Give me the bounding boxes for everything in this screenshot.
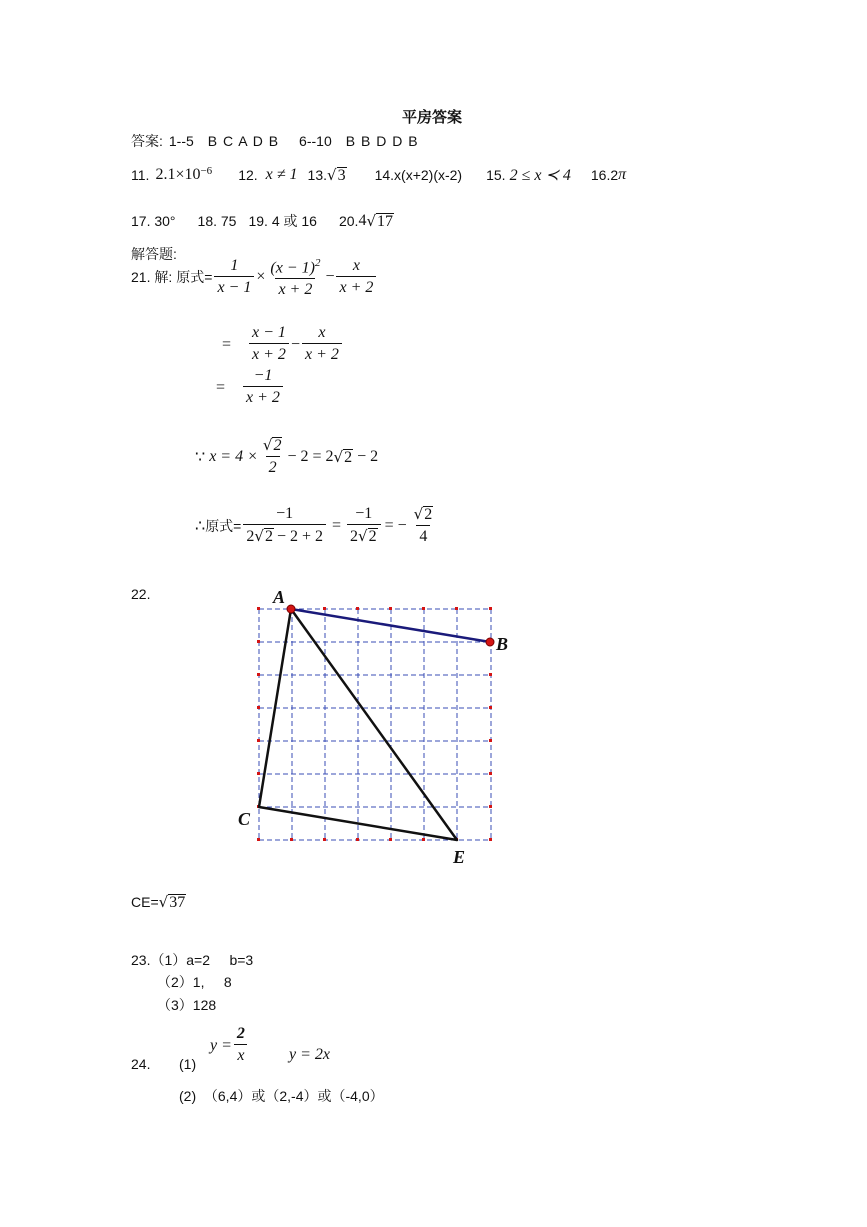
q24-part-2: (2) （6,4）或（2,-4）或（-4,0）: [179, 1088, 384, 1104]
q20-label: 20.: [338, 213, 359, 229]
q16-pi: π: [618, 166, 627, 183]
sqrt-icon: √: [327, 166, 337, 184]
radicand: 2: [368, 528, 377, 545]
point-a-label: A: [273, 587, 286, 607]
q11-times: ×: [175, 166, 185, 183]
fraction: [411, 504, 437, 548]
radicand: 2: [273, 437, 282, 454]
denominator: x − 1: [214, 276, 254, 299]
q15-label: 15.: [486, 167, 506, 183]
times-sign: ×: [256, 268, 266, 286]
numerator: x: [352, 256, 360, 274]
q22-label: 22.: [131, 586, 151, 602]
q18-answer: 18. 75: [197, 213, 237, 229]
numerator: −1: [276, 505, 294, 522]
fraction: [214, 256, 254, 299]
numerator: 1: [230, 256, 239, 274]
sqrt-icon: √: [333, 448, 344, 466]
equals-sign: =: [222, 335, 232, 353]
x-lhs: x = 4 ×: [209, 448, 258, 465]
point-c-label: C: [238, 809, 251, 829]
range-6-10: 6--10: [299, 133, 332, 149]
x-rest-1: − 2 = 2: [287, 448, 334, 465]
fraction: $\frac{-1}{2√2 - 2 + 2}$: [243, 504, 326, 548]
q22-ce-answer: [131, 893, 186, 911]
q24-y2: y = 2x: [289, 1046, 330, 1063]
x-rest-2: − 2: [357, 448, 379, 465]
fraction: [249, 323, 289, 366]
answers-6-10: B B D D B: [345, 133, 419, 149]
q11-label: 11.: [131, 167, 150, 183]
sqrt-icon: √: [262, 436, 273, 454]
q12-expr: x ≠ 1: [265, 166, 298, 183]
q17-answer: 17. 30°: [131, 213, 176, 229]
q23-part-3: （3）128: [157, 997, 217, 1013]
den-rest: − 2 + 2: [276, 528, 323, 545]
den-coef: 2: [350, 528, 359, 545]
fraction: [243, 366, 283, 409]
q21-label: 21. 解:: [131, 269, 173, 286]
q21-yuanshi: 原式=: [176, 269, 213, 286]
point-a-marker: [287, 605, 295, 613]
denominator: x: [234, 1044, 247, 1067]
denominator: x + 2: [336, 276, 376, 299]
radicand: 2: [344, 448, 353, 466]
q21-line-2: [222, 323, 344, 366]
q21-line-5: [195, 504, 438, 548]
q11-base: 10: [184, 166, 201, 183]
ce-radicand: 37: [169, 893, 186, 911]
answer-label: 答案:: [131, 133, 163, 149]
therefore-symbol: ∴: [195, 518, 206, 535]
q23-part-2: （2）1, 8: [157, 974, 232, 990]
q14-answer: 14.x(x+2)(x-2): [374, 167, 463, 183]
fraction: [267, 253, 323, 301]
minus-sign: −: [325, 268, 335, 286]
answers-1-5: B C A D B: [207, 133, 280, 149]
q16-label: 16.2: [590, 167, 619, 183]
sqrt-icon: √: [413, 505, 424, 523]
q11-mantissa: 2.1: [155, 166, 176, 183]
denominator: x + 2: [275, 278, 315, 301]
fraction: [234, 1024, 248, 1067]
fraction: $\frac{-1}{2√2}$: [347, 504, 381, 548]
numerator: −1: [355, 505, 373, 522]
answers-17-20: [131, 211, 394, 231]
radicand: 2: [264, 528, 273, 545]
q21-yuanshi-2: 原式=: [205, 518, 242, 534]
sqrt-icon: √: [158, 893, 169, 911]
page-title: 平房答案: [402, 108, 463, 126]
q19-answer: 19. 4 或 16: [248, 213, 317, 229]
denominator: 2: [266, 456, 280, 479]
den-coef: 2: [246, 528, 255, 545]
denominator: 4: [416, 525, 430, 548]
q23-part-1: 23.（1）a=2 b=3: [131, 952, 254, 968]
q20-coef: 4: [358, 212, 367, 229]
sqrt-icon: √: [366, 212, 376, 230]
denominator: x + 2: [302, 343, 342, 366]
q12-label: 12.: [238, 167, 258, 183]
fraction: [336, 256, 376, 299]
denominator: x + 2: [249, 343, 289, 366]
numerator: (x − 1): [270, 259, 315, 277]
radicand: 2: [424, 506, 433, 523]
q21-line-4: [195, 435, 378, 479]
because-symbol: ∵: [195, 449, 206, 466]
exponent: 2: [314, 257, 321, 269]
q24-y1: [210, 1024, 250, 1067]
equals-sign: =: [331, 517, 342, 534]
minus-sign: −: [290, 335, 300, 353]
answer-line: [131, 131, 419, 151]
fraction: [260, 435, 286, 479]
q13-label: 13.: [307, 167, 328, 183]
numerator: x: [318, 324, 326, 341]
point-e-label: E: [453, 847, 466, 867]
ce-label: CE=: [131, 894, 159, 910]
y1-lhs: y =: [210, 1036, 232, 1054]
answers-11-16: [131, 165, 626, 185]
q13-radicand: 3: [337, 166, 346, 184]
q24-part-1-label: (1): [179, 1056, 197, 1072]
q21-line-1: [131, 253, 378, 301]
range-1-5: 1--5: [168, 133, 194, 149]
solutions-label: 解答题:: [131, 246, 177, 262]
fraction: [302, 323, 342, 366]
equals-sign: = −: [384, 517, 407, 534]
denominator: x + 2: [243, 386, 283, 409]
numerator: −1: [253, 367, 273, 384]
q20-radicand: 17: [377, 212, 393, 230]
numerator: 2: [236, 1025, 245, 1042]
q22-grid-figure: [230, 584, 520, 874]
point-b-marker: [486, 638, 494, 646]
q15-expr: 2 ≤ x ≺ 4: [509, 167, 571, 184]
q24-label: 24.: [131, 1056, 151, 1072]
numerator: x − 1: [252, 324, 286, 341]
q21-line-3: [216, 366, 285, 409]
equals-sign: =: [216, 378, 226, 396]
q11-exp: −6: [200, 165, 213, 177]
point-b-label: B: [496, 634, 509, 654]
